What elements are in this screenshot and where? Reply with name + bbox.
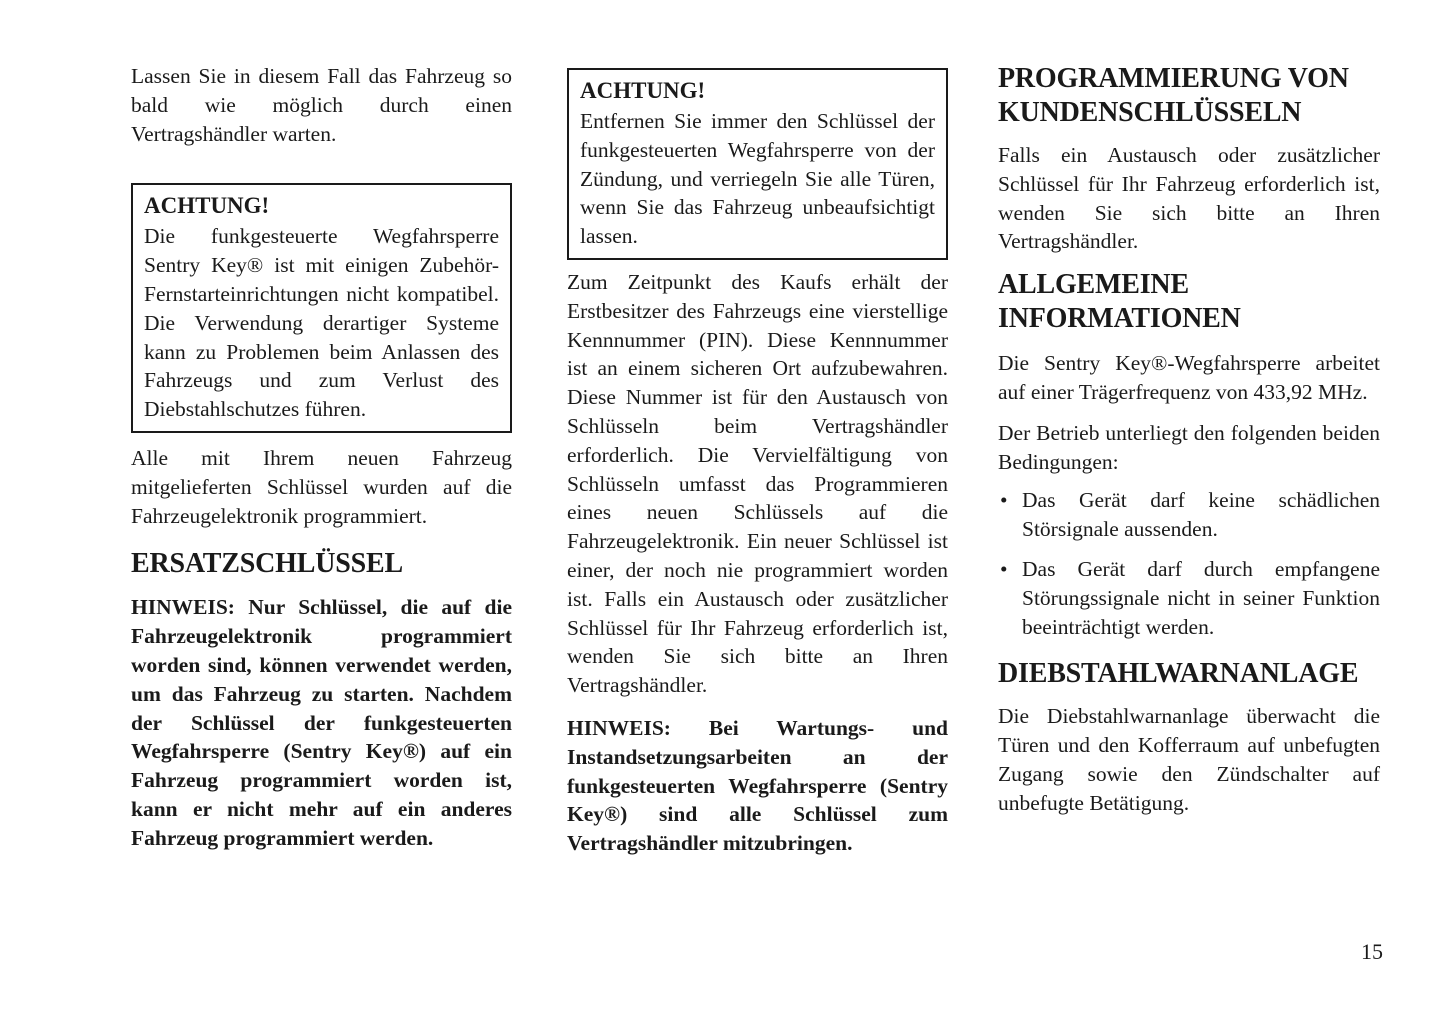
pin-paragraph: Zum Zeitpunkt des Kaufs erhält der Erstbesitzer des Fahrzeugs eine vierstellige Kennnummer (PIN). Diese Kennnummer ist an einem sicheren Ort aufzubewahren. Diese Nummer ist für den Austausch von Schlüsseln beim Vertragshändler erforderlich. Die Vervielfältigung von Schlüsseln umfasst das Programmieren eines neuen Schlüssels auf die Fahrzeugelektronik. Ein neuer Schlüssel ist einer, der noch nie programmiert worden ist. Falls ein Austausch oder zusätzlicher Schlüssel für Ihr Fahrzeug erforderlich ist, wenden Sie sich bitte an Ihren Vertragshändler. xyxy=(567,269,948,698)
page-number: 15 xyxy=(1361,939,1383,964)
column-left xyxy=(131,62,512,853)
warning-text: Die funkgesteuerte Wegfahrsperre Sentry Key® ist mit einigen Zubehör-Fernstarteinrichtungen nicht kompatibel. Die Verwendung derartiger Systeme kann zu Problemen beim Anlassen des Fahrzeugs und zum Verlust des Diebstahlschutzes führen. xyxy=(144,224,499,422)
bullet-icon: • xyxy=(1000,488,1008,513)
intro-paragraph: Lassen Sie in diesem Fall das Fahrzeug so bald wie möglich durch einen Vertragshändler warten. xyxy=(131,64,512,146)
list-item xyxy=(998,555,1380,641)
list-item-text: Das Gerät darf durch empfangene Störungssignale nicht in seiner Funktion beeinträchtigt werden. xyxy=(1022,556,1380,639)
heading-ersatzschluessel: ERSATZSCHLÜSSEL xyxy=(131,548,403,580)
warning-box xyxy=(567,68,948,260)
list-item xyxy=(998,486,1380,544)
list-item-text: Das Gerät darf keine schädlichen Störsignale aussenden. xyxy=(1022,488,1380,542)
warning-text: Entfernen Sie immer den Schlüssel der funkgesteuerten Wegfahrsperre von der Zündung, und verriegeln Sie alle Türen, wenn Sie das Fahrzeug unbeaufsichtigt lassen. xyxy=(580,109,935,249)
note-paragraph: HINWEIS: Bei Wartungs- und Instandsetzungsarbeiten an der funkgesteuerten Wegfahrsperre (Sentry Key®) sind alle Schlüssel zum Vertragshändler mitzubringen. xyxy=(567,715,948,856)
alarm-paragraph: Die Diebstahlwarnanlage überwacht die Türen und den Kofferraum auf unbefugten Zugang sowie den Zündschalter auf unbefugte Betätigung. xyxy=(998,704,1380,815)
bullet-icon: • xyxy=(1000,556,1008,581)
warning-title: ACHTUNG! xyxy=(144,193,270,219)
keys-programmed-paragraph: Alle mit Ihrem neuen Fahrzeug mitgelieferten Schlüssel wurden auf die Fahrzeugelektronik programmiert. xyxy=(131,445,512,528)
heading-programmierung: PROGRAMMIERUNG VON KUNDENSCHLÜSSELN xyxy=(998,63,1349,128)
programming-paragraph: Falls ein Austausch oder zusätzlicher Schlüssel für Ihr Fahrzeug erforderlich ist, wenden Sie sich bitte an Ihren Vertragshändler. xyxy=(998,143,1380,254)
conditions-intro: Der Betrieb unterliegt den folgenden beiden Bedingungen: xyxy=(998,420,1380,474)
conditions-list xyxy=(998,486,1380,641)
note-paragraph: HINWEIS: Nur Schlüssel, die auf die Fahrzeugelektronik programmiert worden sind, können verwendet werden, um das Fahrzeug zu starten. Nachdem der Schlüssel der funkgesteuerten Wegfahrsperre (Sentry Key®) auf ein Fahrzeug programmiert worden ist, kann er nicht mehr auf ein anderes Fahrzeug programmiert werden. xyxy=(131,595,512,850)
heading-diebstahlwarnanlage: DIEBSTAHLWARNANLAGE xyxy=(998,658,1359,690)
column-right xyxy=(998,62,1380,818)
frequency-paragraph: Die Sentry Key®-Wegfahrsperre arbeitet auf einer Trägerfrequenz von 433,92 MHz. xyxy=(998,351,1380,404)
heading-allgemeine-informationen: ALLGEMEINE INFORMATIONEN xyxy=(998,269,1241,335)
warning-box xyxy=(131,183,512,433)
warning-title: ACHTUNG! xyxy=(580,78,706,103)
column-middle xyxy=(567,62,948,858)
